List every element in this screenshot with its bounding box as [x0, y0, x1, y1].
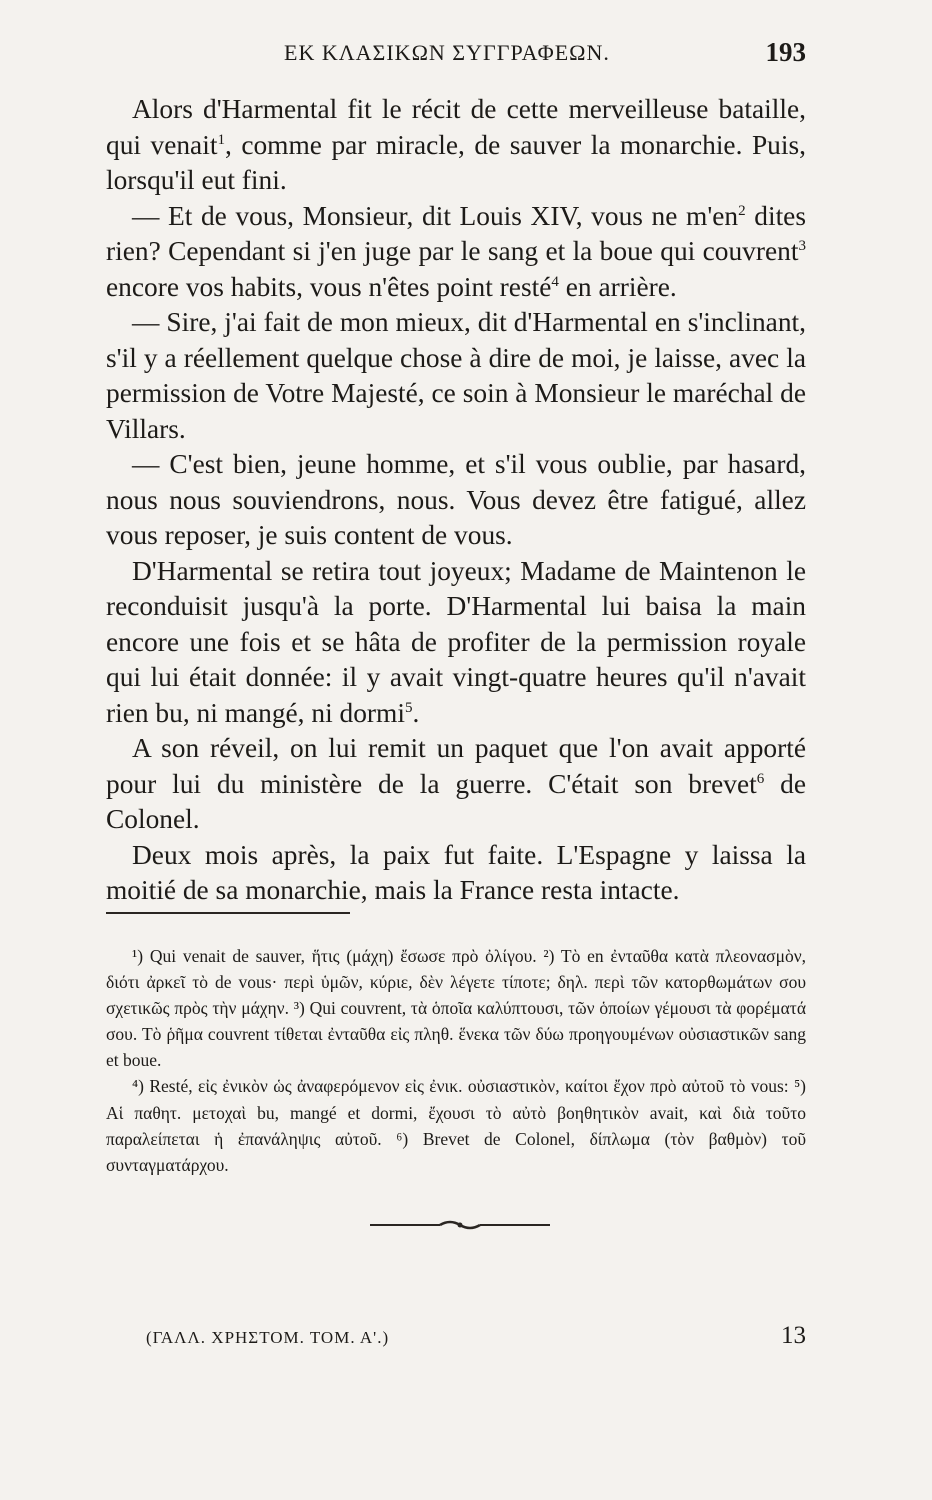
paragraph-2-text-c: encore vos habits, vous n'êtes point resté	[106, 271, 552, 302]
footnote-3-label: ³)	[293, 998, 305, 1019]
page-header	[106, 37, 806, 80]
main-text	[106, 92, 806, 909]
paragraph-2	[106, 199, 806, 306]
footnote-2-text: Τὸ en ἐνταῦθα κατὰ πλεονασμὸν, διότι ἀρκεῖ τὸ de vous· περὶ ὑμῶν, κύριε, δὲν λέγετε τίποτε; δηλ. περὶ τῶν κατορθωμάτων σου σχετικῶς πρὸς τὴν μάχην.	[106, 946, 806, 1019]
paragraph-1	[106, 92, 806, 199]
footnote-4-text: Resté, εἰς ἐνικὸν ὡς ἀναφερόμενον εἰς ἐνικ. οὐσιαστικὸν, καίτοι ἔχον πρὸ αὐτοῦ τὸ vous:	[149, 1076, 789, 1097]
paragraph-4: — C'est bien, jeune homme, et s'il vous oublie, par hasard, nous nous souviendrons, nous. Vous devez être fatigué, allez vous reposer, je suis content de vous.	[106, 449, 806, 550]
running-head: ΕΚ ΚΛΑΣΙΚΩΝ ΣΥΓΓΡΑΦΕΩΝ.	[284, 40, 610, 65]
footnote-ref-2: 2	[738, 202, 746, 219]
page-number: 193	[765, 37, 806, 67]
paragraph-5	[106, 554, 806, 732]
footnote-ref-3: 3	[798, 237, 806, 254]
footnote-5-label: ⁵)	[794, 1076, 806, 1097]
footnote-ref-1: 1	[217, 131, 225, 148]
footnote-4-label: ⁴)	[132, 1076, 144, 1097]
paragraph-7: Deux mois après, la paix fut faite. L'Espagne y laissa la moitié de sa monarchie, mais la France resta intacte.	[106, 839, 806, 905]
paragraph-2-text-a: — Et de vous, Monsieur, dit Louis XIV, vous ne m'en	[132, 200, 739, 231]
page-footer	[106, 1322, 806, 1358]
footnote-1-label: ¹)	[132, 946, 144, 966]
footnote-ref-6: 6	[756, 770, 765, 787]
paragraph-2-text-d: en arrière.	[558, 271, 677, 302]
footnote-5-text: Αἱ παθητ. μετοχαὶ bu, mangé et dormi, ἔχουσι τὸ αὐτὸ βοηθητικὸν avait, καὶ διὰ τοῦτο παραλείπεται ἡ ἐπανάληψις αὐτοῦ.	[106, 1102, 806, 1149]
paragraph-1-text-a: Alors d'Harmental fit le récit de cette merveilleuse bataille, qui venait	[106, 94, 806, 160]
footnote-ref-4: 4	[551, 273, 559, 290]
footnote-6-text: Brevet de Colonel, δίπλωμα (τὸν βαθμὸν) τοῦ συνταγματάρχου.	[106, 1128, 807, 1175]
footnote-ref-5: 5	[404, 699, 413, 716]
footnote-separator	[106, 912, 350, 914]
footnote-1-text: Qui venait de sauver, ἥτις (μάχη) ἔσωσε πρὸ ὀλίγου.	[149, 946, 537, 966]
footnote-block	[106, 943, 806, 1073]
paragraph-3: — Sire, j'ai fait de mon mieux, dit d'Harmental en s'inclinant, s'il y a réellement quelque chose à dire de moi, je laisse, avec la permission de Votre Majesté, ce soin à Monsieur le maréchal de Villars.	[106, 307, 806, 444]
paragraph-1-text-b: , comme par miracle, de sauver la monarchie. Puis, lorsqu'il eut fini.	[106, 129, 806, 195]
paragraph-6-text-a: A son réveil, on lui remit un paquet que l'on avait apporté pour lui du ministère de la guerre. C'était son brevet	[106, 733, 806, 799]
footnote-block-2	[106, 1073, 806, 1177]
paragraph-6-text-b: de Colonel.	[106, 768, 806, 834]
footnote-3-text: Qui couvrent, τὰ ὁποῖα καλύπτουσι, τῶν ὁποίων γέμουσι τὰ φορέματά σου. Τὸ ῥῆμα couvrent τίθεται ἐνταῦθα εἰς πληθ. ἕνεκα τῶν δύω προηγουμένων οὐσιαστικῶν sang et boue.	[106, 998, 806, 1071]
paragraph-6	[106, 731, 806, 838]
ornament-divider	[370, 1218, 550, 1232]
signature-mark: (ΓΑΛΛ. ΧΡΗΣΤΟΜ. ΤΟΜ. Α'.)	[146, 1328, 390, 1347]
footnote-2-label: ²)	[543, 946, 555, 966]
paragraph-5-text-b: .	[412, 697, 420, 728]
paragraph-5-text-a: D'Harmental se retira tout joyeux; Madame de Maintenon le reconduisit jusqu'à la porte. D'Harmental lui baisa la main encore une fois et se hâta de profiter de la permission royale qui lui était donnée: il y avait vingt-quatre heures qu'il n'avait rien bu, ni mangé, ni dormi	[106, 555, 806, 728]
paragraph-2-text-b: dites rien? Cependant si j'en juge par le sang et la boue qui couvrent	[106, 200, 806, 266]
sheet-number: 13	[781, 1322, 806, 1349]
footnotes	[106, 943, 806, 1178]
footnote-6-label: ⁶)	[396, 1128, 409, 1149]
